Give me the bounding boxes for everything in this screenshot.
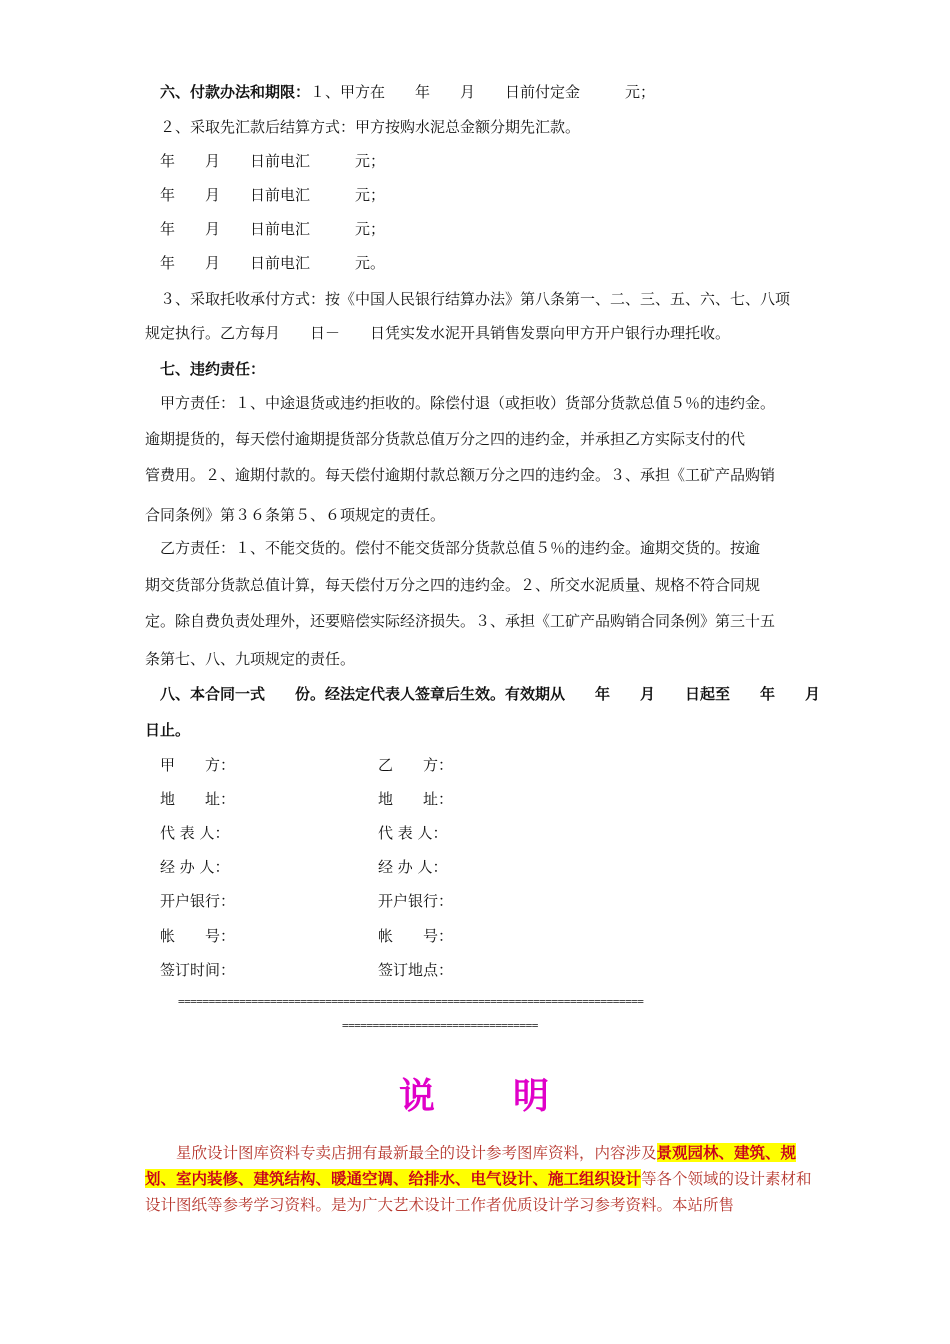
section6-item1: １、甲方在 年 月 日前付定金 元；	[310, 83, 656, 101]
partyB-line-4: 条第七、八、九项规定的责任。	[145, 650, 356, 668]
partyA-line-3: 管费用。２、逾期付款的。每天偿付逾期付款总额万分之四的违约金。３、承担《工矿产品购销	[145, 466, 776, 484]
notice-highlight: 景观园林、建筑、规划、室内装修、建筑结构、暖通空调、给排水、电气设计、施工组织设计	[145, 1143, 797, 1188]
sig-right-bank: 开户银行：	[378, 892, 454, 910]
notice-title: 说 明	[398, 1076, 551, 1117]
section6-heading: 六、付款办法和期限：	[160, 83, 311, 101]
sig-right-party: 乙 方：	[378, 756, 454, 774]
section6-item2: ２、采取先汇款后结算方式：甲方按购水泥总金额分期先汇款。	[160, 118, 581, 136]
partyB-line-3: 定。除自费负责处理外，还要赔偿实际经济损失。３、承担《工矿产品购销合同条例》第三十五	[145, 612, 776, 630]
section8-line2: 日止。	[145, 721, 191, 739]
section6-item3-line1: ３、采取托收承付方式：按《中国人民银行结算办法》第八条第一、二、三、五、六、七、八项	[160, 290, 791, 308]
sig-left-handler: 经 办 人：	[160, 858, 230, 876]
sig-right-address: 地 址：	[378, 790, 454, 808]
notice-text-after: 等各个领域的设计素材和设计图纸等参考学习资料。是为广大艺术设计工作者优质设计学习参考资料。本站所售	[145, 1170, 812, 1214]
sig-right-handler: 经 办 人：	[378, 858, 448, 876]
partyA-line-1: 甲方责任：１、中途退货或违约拒收的。除偿付退（或拒收）货部分货款总值５％的违约金。	[160, 394, 776, 412]
partyB-line-2: 期交货部分货款总值计算，每天偿付万分之四的违约金。２、所交水泥质量、规格不符合同规	[145, 576, 761, 594]
separator-line-1: ============================================================================	[178, 995, 644, 1008]
sig-right-representative: 代 表 人：	[378, 824, 448, 842]
transfer-line-1: 年 月 日前电汇 元；	[160, 152, 386, 170]
transfer-line-3: 年 月 日前电汇 元；	[160, 220, 386, 238]
section6-first-line	[160, 82, 655, 102]
partyB-line-1: 乙方责任：１、不能交货的。偿付不能交货部分货款总值５％的违约金。逾期交货的。按逾	[160, 539, 761, 557]
partyA-line-4: 合同条例》第３６条第５、６项规定的责任。	[145, 506, 446, 524]
section7-heading: 七、违约责任：	[160, 360, 266, 378]
section8-line1: 八、本合同一式 份。经法定代表人签章后生效。有效期从 年 月 日起至 年 月	[160, 685, 821, 703]
sig-left-address: 地 址：	[160, 790, 236, 808]
separator-line-2: ================================	[342, 1019, 538, 1032]
partyA-line-2: 逾期提货的，每天偿付逾期提货部分货款总值万分之四的违约金，并承担乙方实际支付的代	[145, 430, 746, 448]
sig-left-sign-time: 签订时间：	[160, 961, 236, 979]
notice-paragraph	[145, 1140, 827, 1218]
sig-right-sign-place: 签订地点：	[378, 961, 454, 979]
notice-text-before: 星欣设计图库资料专卖店拥有最新最全的设计参考图库资料，内容涉及	[176, 1144, 657, 1162]
sig-left-bank: 开户银行：	[160, 892, 236, 910]
sig-left-account: 帐 号：	[160, 927, 236, 945]
section6-item3-line2: 规定执行。乙方每月 日－ 日凭实发水泥开具销售发票向甲方开户银行办理托收。	[145, 324, 731, 342]
sig-left-representative: 代 表 人：	[160, 824, 230, 842]
transfer-line-2: 年 月 日前电汇 元；	[160, 186, 386, 204]
transfer-line-4: 年 月 日前电汇 元。	[160, 254, 386, 272]
sig-left-party: 甲 方：	[160, 756, 236, 774]
sig-right-account: 帐 号：	[378, 927, 454, 945]
